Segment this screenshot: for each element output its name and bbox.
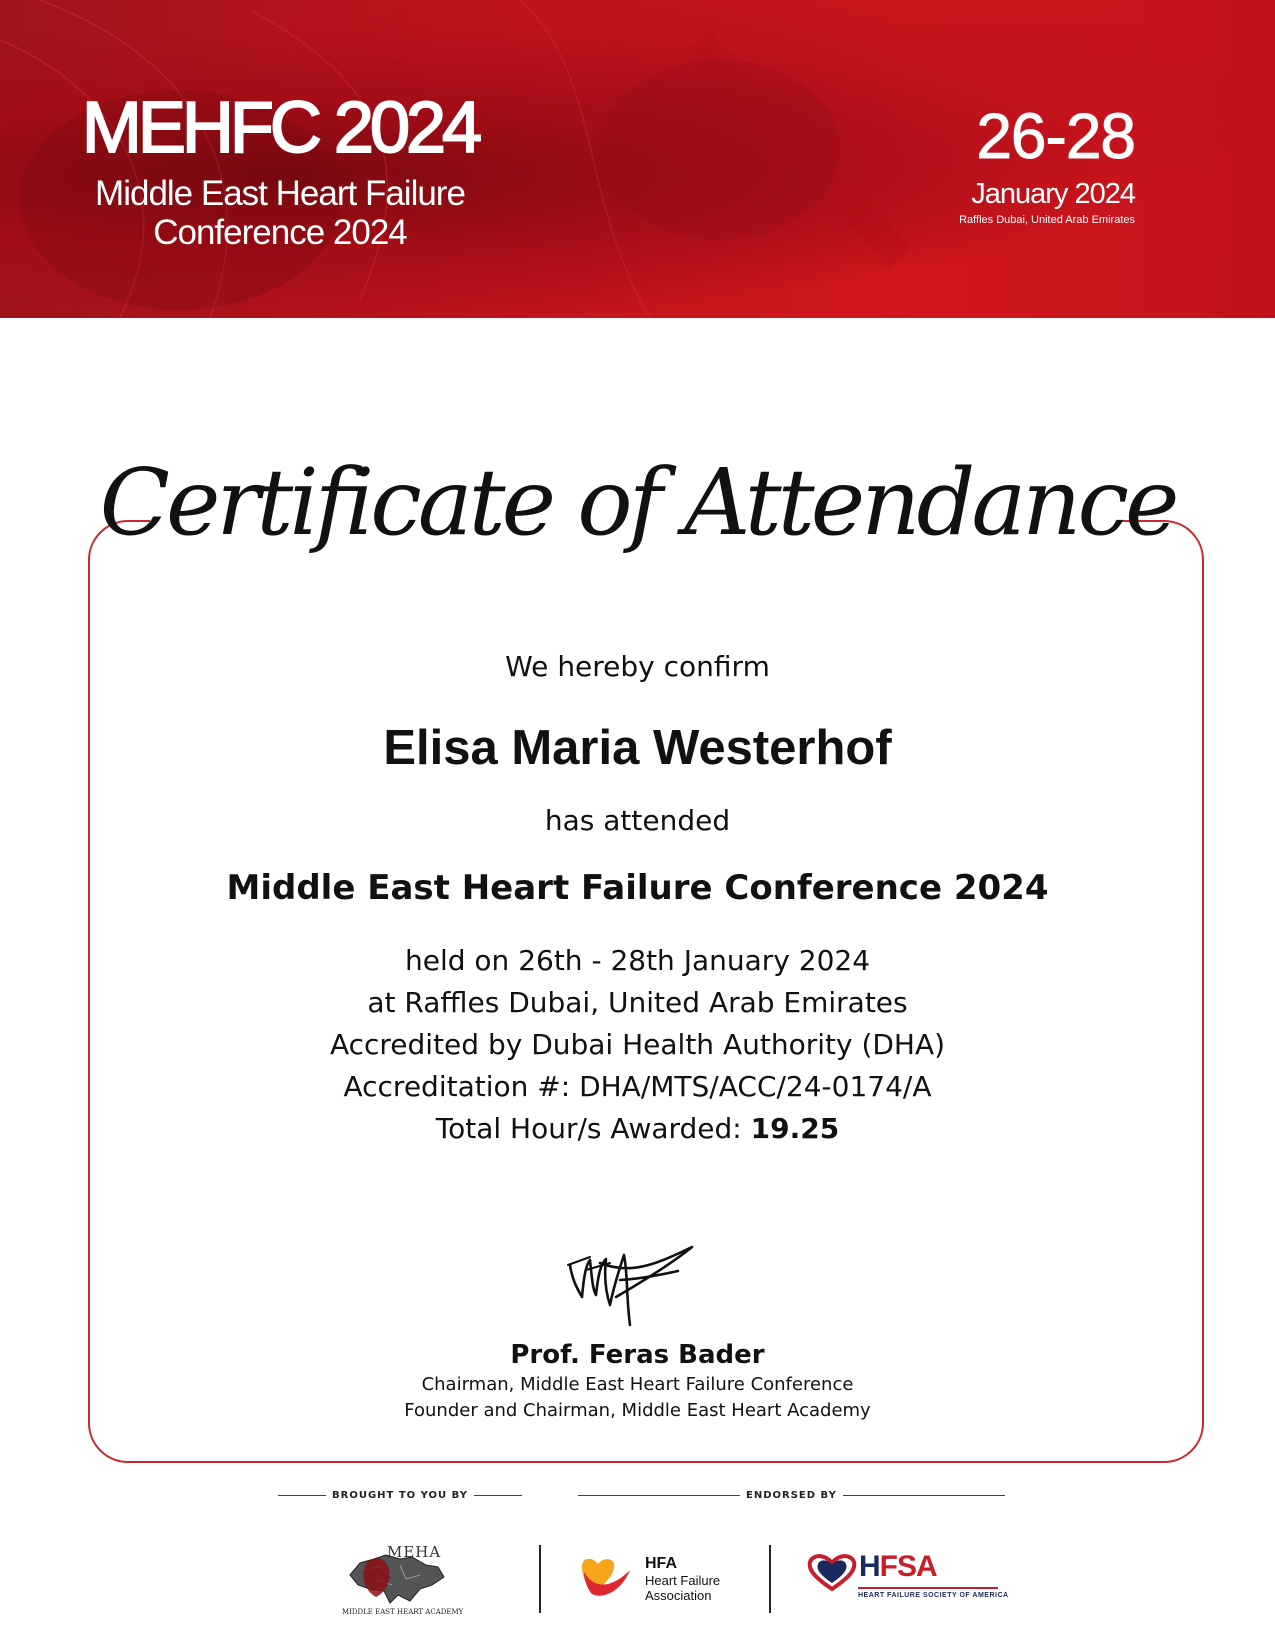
date-month: January 2024 (971, 178, 1135, 210)
hfsa-abbreviation (859, 1550, 937, 1584)
hfa-name (645, 1573, 720, 1603)
event-name-line-1: Middle East Heart Failure (95, 174, 465, 213)
endorsed-label-text: ENDORSED BY (746, 1490, 837, 1501)
confirm-text: We hereby confirm (505, 650, 770, 683)
conference-name: Middle East Heart Failure Conference 2024 (226, 868, 1049, 908)
label-rule-right (843, 1495, 1005, 1496)
meha-logo-subtitle: MIDDLE EAST HEART ACADEMY (342, 1608, 464, 1616)
certificate-title: Certificate of Attendance (99, 449, 1176, 556)
hfsa-underline (858, 1587, 998, 1589)
event-dates (895, 100, 1135, 226)
attendee-name: Elisa Maria Westerhof (383, 721, 892, 775)
hfsa-letter-h: H (859, 1550, 880, 1583)
accreditation-body-text: Accredited by Dubai Health Authority (DHA) (329, 1028, 946, 1061)
label-rule-left (278, 1495, 326, 1496)
accreditation-number-text: Accreditation #: DHA/MTS/ACC/24-0174/A (343, 1070, 932, 1103)
hfsa-heart-icon (806, 1553, 858, 1593)
signatory-role-2: Founder and Chairman, Middle East Heart Academy (404, 1400, 871, 1421)
label-rule-right (474, 1495, 522, 1496)
signature-image (560, 1235, 710, 1335)
certificate-details (0, 940, 1275, 1150)
hfa-name-line-1: Heart Failure (645, 1573, 721, 1588)
label-rule-left (578, 1495, 740, 1496)
endorsed-by-label (578, 1490, 1005, 1501)
event-venue: Raffles Dubai, United Arab Emirates (959, 214, 1135, 226)
hfsa-letters-rest: FSA (879, 1550, 937, 1583)
location-text: at Raffles Dubai, United Arab Emirates (367, 986, 908, 1019)
hfa-abbreviation: HFA (645, 1555, 677, 1572)
event-logo-title: MEHFC 2024 (81, 88, 479, 168)
logo-divider (769, 1545, 771, 1613)
held-on-text: held on 26th - 28th January 2024 (404, 944, 871, 977)
event-name-line-2: Conference 2024 (153, 213, 407, 252)
event-branding (60, 88, 500, 252)
signatory-name: Prof. Feras Bader (510, 1340, 765, 1370)
hours-value: 19.25 (750, 1112, 840, 1145)
hfa-heart-icon (578, 1556, 638, 1600)
header-banner (0, 0, 1275, 318)
signatory-role-1: Chairman, Middle East Heart Failure Conference (421, 1374, 854, 1395)
attended-text: has attended (544, 804, 731, 837)
logo-divider (539, 1545, 541, 1613)
date-range: 26-28 (976, 100, 1135, 172)
hfa-name-line-2: Association (645, 1588, 712, 1603)
meha-logo-text: MEHA (387, 1543, 442, 1561)
hfsa-full-name: HEART FAILURE SOCIETY OF AMERICA (858, 1592, 1009, 1599)
hours-awarded (0, 1108, 1275, 1150)
hours-label: Total Hour/s Awarded: (435, 1112, 751, 1145)
brought-to-you-by-label (278, 1490, 522, 1501)
brought-label-text: BROUGHT TO YOU BY (332, 1490, 468, 1501)
